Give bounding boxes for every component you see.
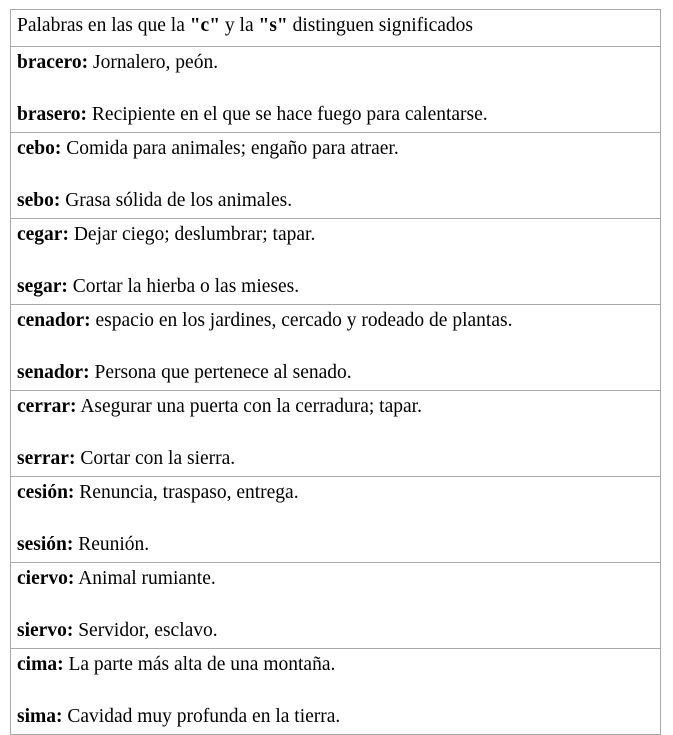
title-text: distinguen significados (287, 15, 473, 36)
c-word-entry (17, 563, 660, 592)
s-word-term: sebo: (17, 190, 61, 211)
table-row (11, 477, 661, 563)
homophone-table (10, 9, 661, 735)
title-text: Palabras en las que la (17, 15, 190, 36)
c-word-definition: espacio en los jardines, cercado y rodeado de plantas. (90, 310, 513, 331)
c-word-entry (17, 47, 660, 76)
c-word-term: ciervo: (17, 568, 75, 589)
word-pair-cell (11, 477, 661, 563)
s-word-entry (17, 162, 660, 214)
s-word-term: siervo: (17, 620, 74, 641)
word-pair-cell (11, 563, 661, 649)
c-word-definition: Jornalero, peón. (88, 52, 219, 73)
word-pair-cell (11, 391, 661, 477)
c-word-definition: Animal rumiante. (74, 568, 216, 589)
c-word-entry (17, 305, 660, 334)
table-row (11, 133, 661, 219)
table-row (11, 563, 661, 649)
s-word-definition: Cortar la hierba o las mieses. (67, 276, 300, 297)
c-word-term: cebo: (17, 138, 62, 159)
table-header-row (11, 10, 661, 47)
table-title (11, 10, 661, 47)
table-row (11, 219, 661, 305)
s-word-definition: Cavidad muy profunda en la tierra. (62, 706, 341, 727)
c-word-entry (17, 477, 660, 506)
c-word-definition: Asegurar una puerta con la cerradura; tapar. (76, 396, 422, 417)
s-word-term: segar: (17, 276, 68, 297)
s-word-definition: Cortar con la sierra. (75, 448, 236, 469)
s-word-definition: Reunión. (73, 534, 150, 555)
s-word-entry (17, 678, 660, 730)
table-row (11, 649, 661, 735)
table-row (11, 391, 661, 477)
s-word-entry (17, 76, 660, 128)
c-word-term: cima: (17, 654, 64, 675)
s-word-entry (17, 420, 660, 472)
c-word-entry (17, 391, 660, 420)
s-word-entry (17, 592, 660, 644)
word-pair-cell (11, 47, 661, 133)
word-pair-cell (11, 305, 661, 391)
c-word-term: cegar: (17, 224, 69, 245)
c-word-term: cenador: (17, 310, 91, 331)
title-letter-s: "s" (258, 15, 288, 36)
word-pair-cell (11, 649, 661, 735)
s-word-term: brasero: (17, 104, 88, 125)
s-word-term: sima: (17, 706, 63, 727)
table-row (11, 47, 661, 133)
word-pair-cell (11, 133, 661, 219)
table-row (11, 305, 661, 391)
c-word-term: cesión: (17, 482, 75, 503)
s-word-term: sesión: (17, 534, 74, 555)
c-word-definition: Dejar ciego; deslumbrar; tapar. (68, 224, 316, 245)
s-word-definition: Persona que pertenece al senado. (89, 362, 352, 383)
word-pair-cell (11, 219, 661, 305)
c-word-definition: La parte más alta de una montaña. (63, 654, 336, 675)
s-word-definition: Recipiente en el que se hace fuego para calentarse. (87, 104, 488, 125)
s-word-entry (17, 506, 660, 558)
c-word-entry (17, 133, 660, 162)
s-word-definition: Grasa sólida de los animales. (60, 190, 293, 211)
s-word-term: senador: (17, 362, 90, 383)
s-word-definition: Servidor, esclavo. (73, 620, 218, 641)
s-word-entry (17, 248, 660, 300)
s-word-entry (17, 334, 660, 386)
c-word-term: cerrar: (17, 396, 77, 417)
s-word-term: serrar: (17, 448, 76, 469)
c-word-term: bracero: (17, 52, 89, 73)
title-text: y la (220, 15, 259, 36)
c-word-definition: Renuncia, traspaso, entrega. (74, 482, 299, 503)
c-word-entry (17, 649, 660, 678)
c-word-definition: Comida para animales; engaño para atraer. (61, 138, 399, 159)
title-letter-c: "c" (189, 15, 221, 36)
c-word-entry (17, 219, 660, 248)
